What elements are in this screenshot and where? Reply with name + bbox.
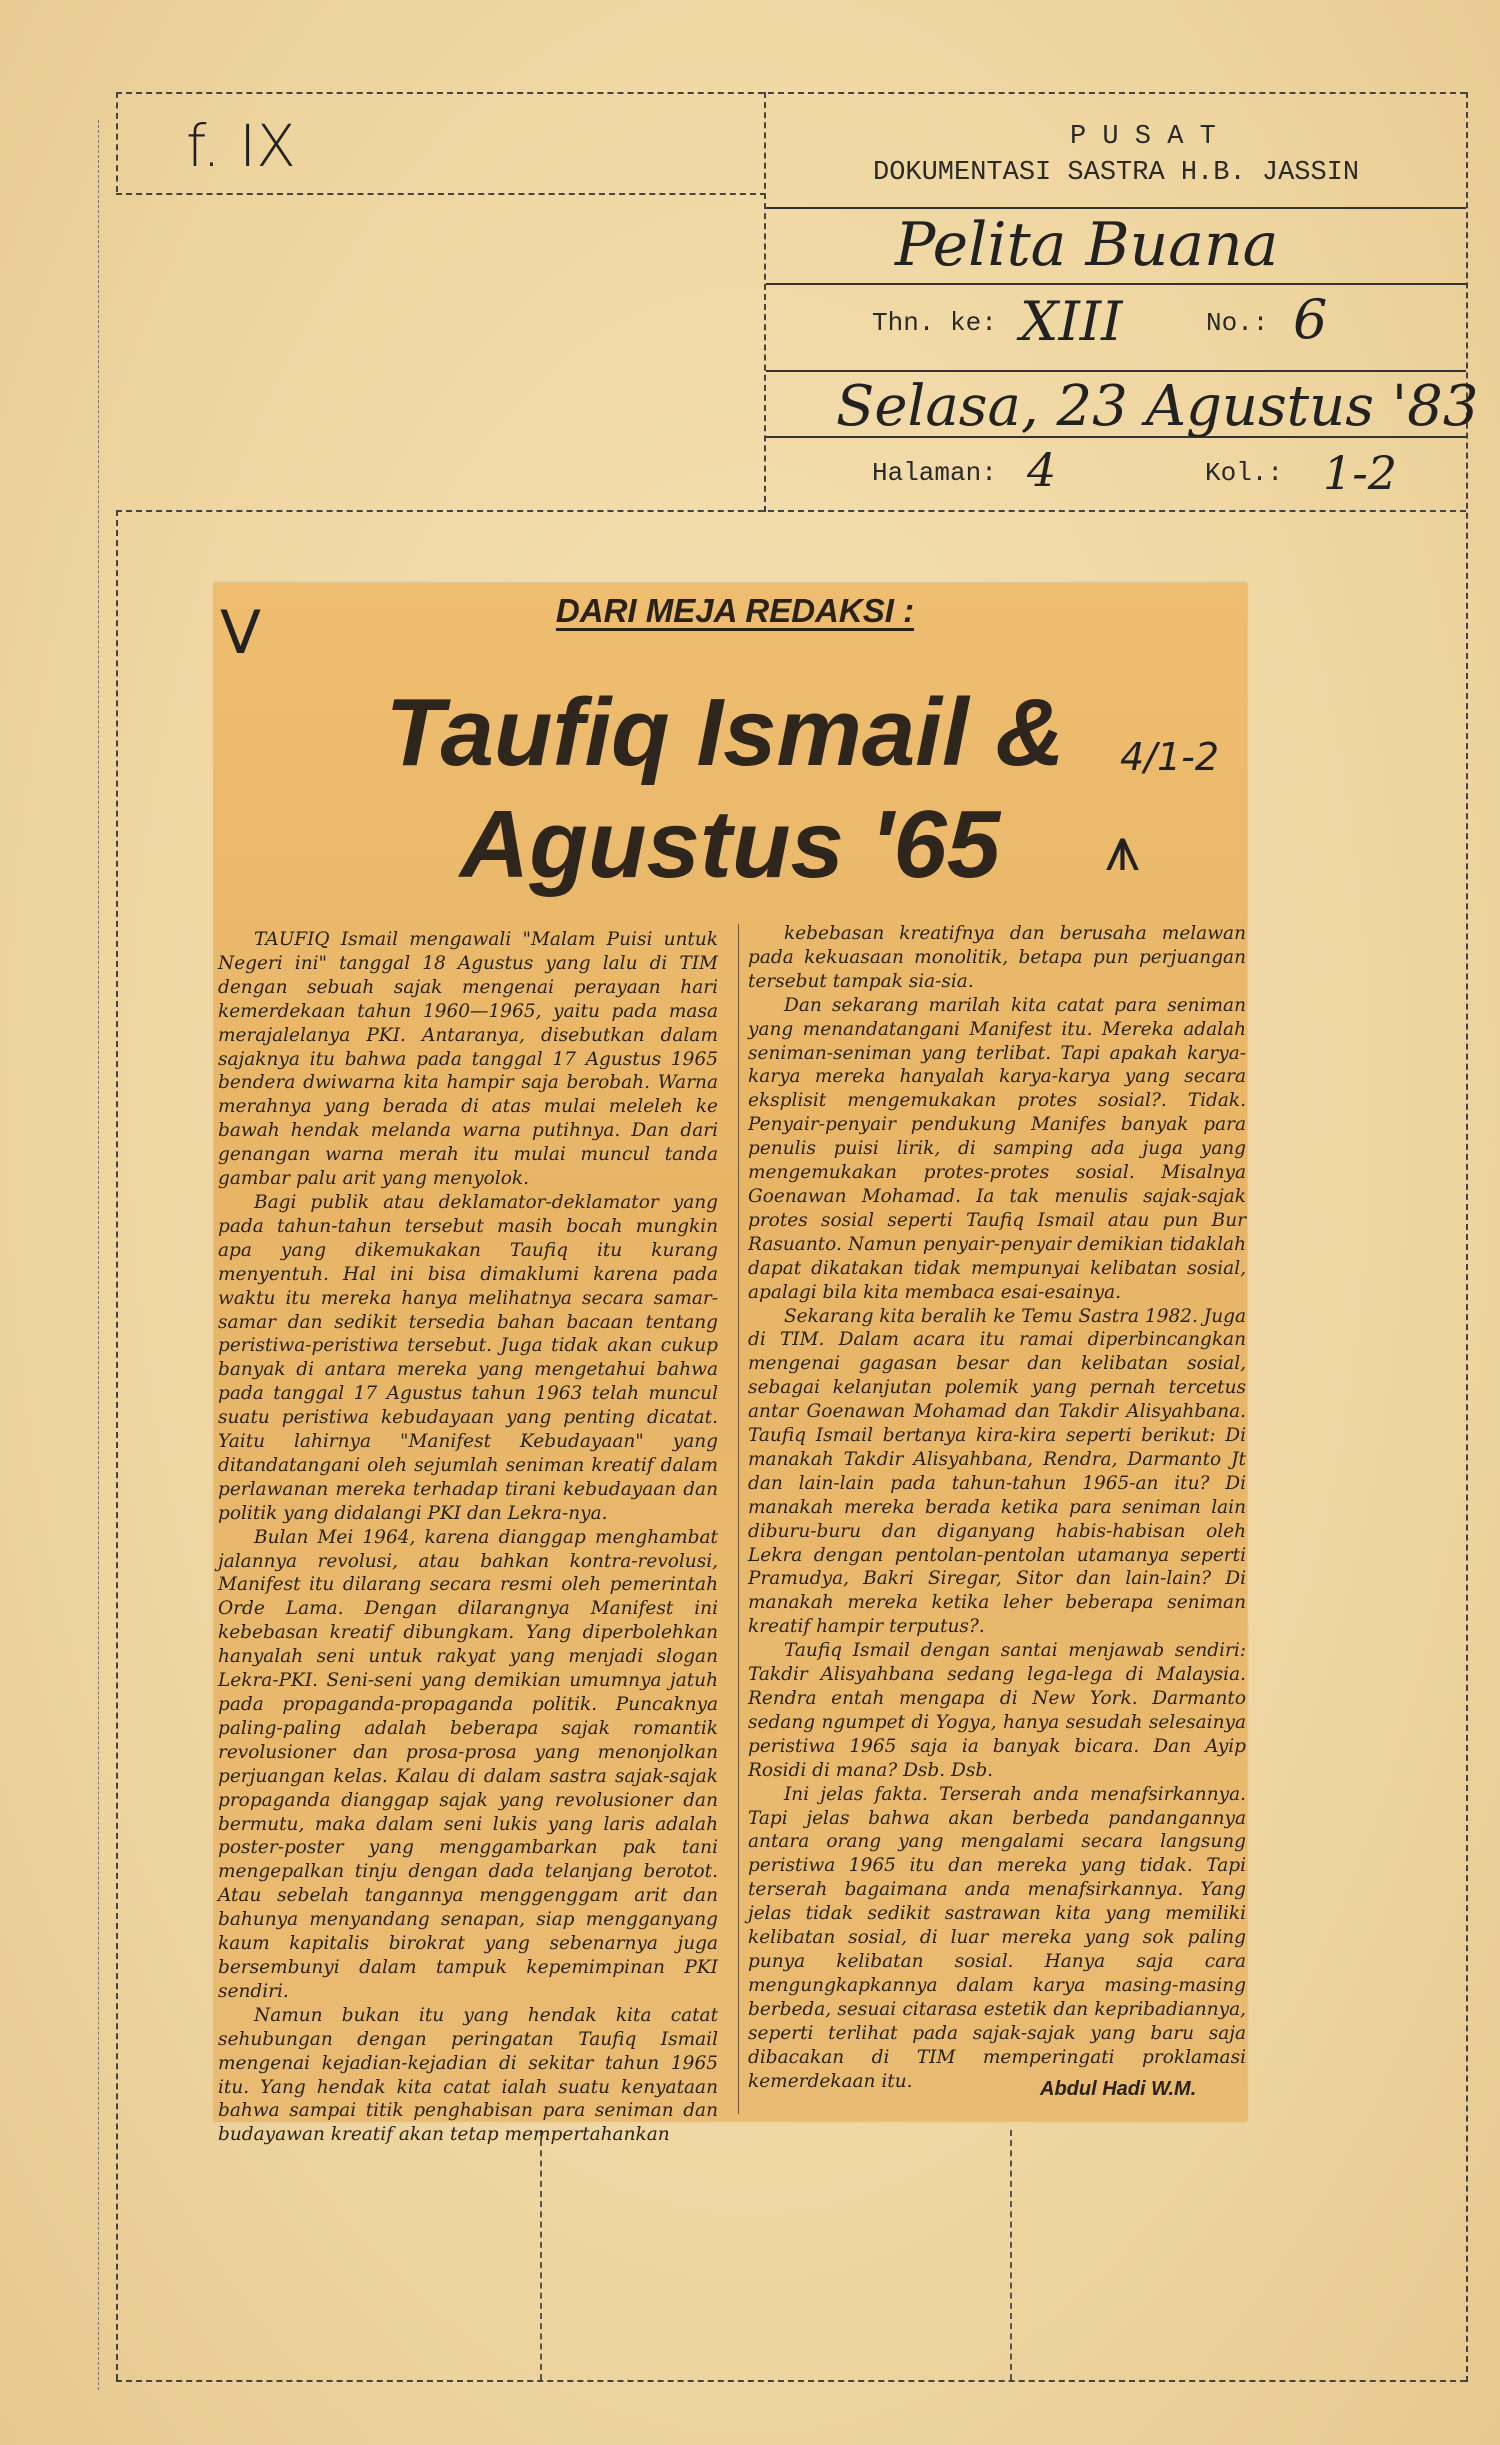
margin-note: 4/1-2: [1120, 735, 1220, 779]
col2-paragraph: Ini jelas fakta. Terserah anda menafsirkannya. Tapi jelas bahwa akan berbeda pandangannya antara orang yang mengalami secara langsung peristiwa 1965 itu dan mereka yang tidak. Tapi terserah bagaimana anda menafsirkannya. Yang jelas tidak sedikit sastrawan kita yang memiliki kelibatan sosial, di luar mereka yang sok paling punya kelibatan sosial. Hanya saja cara mengungkapkannya dalam karya masing-masing berbeda, sesuai citarasa estetik dan kepribadiannya, seperti terlihat pada sajak-sajak yang baru saja dibacakan di TIM memperingati proklamasi kemerdekaan itu.: [748, 1783, 1246, 2092]
no-label: No.:: [1206, 308, 1269, 338]
col1-paragraph: Namun bukan itu yang hendak kita catat sehubungan dengan peringatan Taufiq Ismail mengenai kejadian-kejadian di sekitar tahun 1965 itu. Yang hendak kita catat ialah suatu kenyataan bahwa sampai titik penghabisan para seniman dan budayawan kreatif akan tetap mempertahankan: [218, 2004, 718, 2146]
thn-value: XIII: [1020, 290, 1123, 353]
headline-line1: Taufiq Ismail &: [385, 679, 1065, 786]
right-tick-line: [1010, 2130, 1012, 2380]
frame-left-line: [116, 92, 118, 192]
halaman-label: Halaman:: [872, 458, 997, 488]
col2-paragraph: kebebasan kreatifnya dan berusaha melawan pada kekuasaan monolitik, betapa pun perjuangan tersebut tampak sia-sia.: [748, 923, 1246, 992]
frame-bottom-line: [116, 2380, 1466, 2382]
halaman-value: 4: [1027, 443, 1057, 497]
headline-line2: Agustus '65: [459, 791, 1001, 898]
frame-body-left-line: [116, 510, 118, 2380]
kol-label: Kol.:: [1205, 458, 1284, 488]
article-column-2: [748, 922, 1246, 2093]
page-left-edge-line: [98, 120, 99, 2390]
issue-date: Selasa, 23 Agustus '83: [836, 374, 1479, 439]
col1-paragraph: TAUFIQ Ismail mengawali "Malam Puisi untuk Negeri ini" tanggal 18 Agustus yang lalu di TIM dengan sebuah sajak mengenai perayaan hari kemerdekaan tahun 1960—1965, yaitu pada masa merajalelanya PKI. Antaranya, disebutkan dalam sajaknya itu bahwa pada tanggal 17 Agustus 1965 bendera dwiwarna kita hampir saja berobah. Warna merahnya yang berada di atas mulai meleleh ke bawah hendak melanda warna putihnya. Dan dari genangan warna merah itu mulai muncul tanda gambar palu arit yang menyolok.: [218, 929, 718, 1190]
frame-header-bottom-line: [116, 193, 766, 195]
col1-paragraph: Bagi publik atau deklamator-deklamator yang pada tahun-tahun tersebut masih bocah mungkin apa yang dikemukakan Taufiq itu kurang menyentuh. Hal ini bisa dimaklumi karena pada waktu itu mereka hanya melihatnya secara samar-samar dan sedikit tersedia bahan bacaan tentang peristiwa-peristiwa tersebut. Juga tidak akan cukup banyak di antara mereka yang mengetahui bahwa pada tanggal 17 Agustus tahun 1963 telah muncul suatu peristiwa kebudayaan yang penting dicatat. Yaitu lahirnya "Manifest Kebudayaan" yang ditandatangani oleh sejumlah seniman kreatif dalam perlawanan mereka terhadap tirani kebudayaan dan politik yang didalangi PKI dan Lekra-nya.: [218, 1191, 718, 1524]
frame-body-top-line: [116, 510, 1466, 512]
archive-name-line1: P U S A T: [1070, 122, 1216, 152]
center-tick-line: [540, 2130, 542, 2380]
frame-middle-line: [764, 92, 766, 512]
kol-value: 1-2: [1323, 446, 1398, 500]
byline: Abdul Hadi W.M.: [1040, 2078, 1197, 2100]
article-column-1: [218, 928, 718, 2147]
archive-title-rule: [766, 207, 1466, 209]
thn-label: Thn. ke:: [872, 308, 997, 338]
column-separator: [738, 924, 739, 2114]
col1-paragraph: Bulan Mei 1964, karena dianggap menghambat jalannya revolusi, atau bahkan kontra-revolusi, Manifest itu dilarang secara resmi oleh pemerintah Orde Lama. Dengan dilarangnya Manifest ini kebebasan kreatif dibungkam. Yang diperbolehkan hanyalah seni untuk rakyat yang menjadi slogan Lekra-PKI. Seni-seni yang demikian umumnya jatuh pada propaganda-propaganda politik. Puncaknya paling-paling adalah beberapa sajak romantik revolusioner dan prosa-prosa yang menonjolkan perjuangan kelas. Kalau di dalam sastra sajak-sajak propaganda dianggap sajak yang revolusioner dan bermutu, maka dalam seni lukis yang laris adalah poster-poster yang menggambarkan pak tani mengepalkan tinju dengan dada telanjang berotot. Atau sebelah tangannya menggenggam arit dan bahunya menyandang senapan, siap mengganyang kaum kapitalis birokrat yang sebenarnya juga bersembunyi dalam tampuk kepemimpinan PKI sendiri.: [218, 1526, 718, 2002]
archive-name-line2: DOKUMENTASI SASTRA H.B. JASSIN: [873, 158, 1360, 188]
column-kicker: DARI MEJA REDAKSI :: [555, 592, 915, 629]
margin-mark: ⩚: [1105, 812, 1140, 885]
col2-paragraph: Sekarang kita beralih ke Temu Sastra 1982. Juga di TIM. Dalam acara itu ramai diperbincangkan mengenai gagasan besar dan kelibatan sosial, sebagai kelanjutan polemik yang pernah tercetus antar Goenawan Mohamad dan Takdir Alisyahbana. Taufiq Ismail bertanya kira-kira seperti berikut: Di manakah Takdir Alisyahbana, Rendra, Darmanto Jt dan lain-lain pada tahun-tahun 1965-an itu? Di manakah mereka berada ketika para seniman lain diburu-buru dan diganyang habis-habisan oleh Lekra dengan pentolan-pentolan utamanya seperti Pramudya, Bakri Siregar, Sitor dan lain-lain? Di manakah mereka ketika leher beberapa seniman kreatif hampir terputus?.: [748, 1305, 1246, 1638]
newspaper-rule: [766, 283, 1466, 285]
check-mark: V: [220, 598, 262, 668]
frame-top-line: [116, 92, 1466, 94]
issue-rule: [766, 370, 1466, 372]
col2-paragraph: Taufiq Ismail dengan santai menjawab sendiri: Takdir Alisyahbana sedang lega-lega di Malaysia. Rendra entah mengapa di New York. Darmanto sedang ngumpet di Yogya, hanya sesudah selesainya peristiwa 1965 saja ia banyak bicara. Dan Ayip Rosidi di mana? Dsb. Dsb.: [748, 1640, 1246, 1781]
col2-paragraph: Dan sekarang marilah kita catat para seniman yang menandatangani Manifest itu. Mereka adalah seniman-seniman yang terlibat. Tapi apakah karya-karya mereka hanyalah karya-karya yang secara eksplisit mengemukakan protes sosial?. Tidak. Penyair-penyair pendukung Manifes banyak para penulis puisi lirik, di samping ada juga yang mengemukakan protes-protes sosial. Misalnya Goenawan Mohamad. Ia tak menulis sajak-sajak protes sosial seperti Taufiq Ismail atau pun Bur Rasuanto. Namun penyair-penyair demikian tidaklah dapat dikatakan tidak mempunyai kelibatan sosial, apalagi bila kita membaca esai-esainya.: [748, 994, 1246, 1303]
ref-number: f. IX: [186, 112, 296, 180]
no-value: 6: [1293, 288, 1328, 351]
newspaper-name: Pelita Buana: [895, 210, 1279, 280]
